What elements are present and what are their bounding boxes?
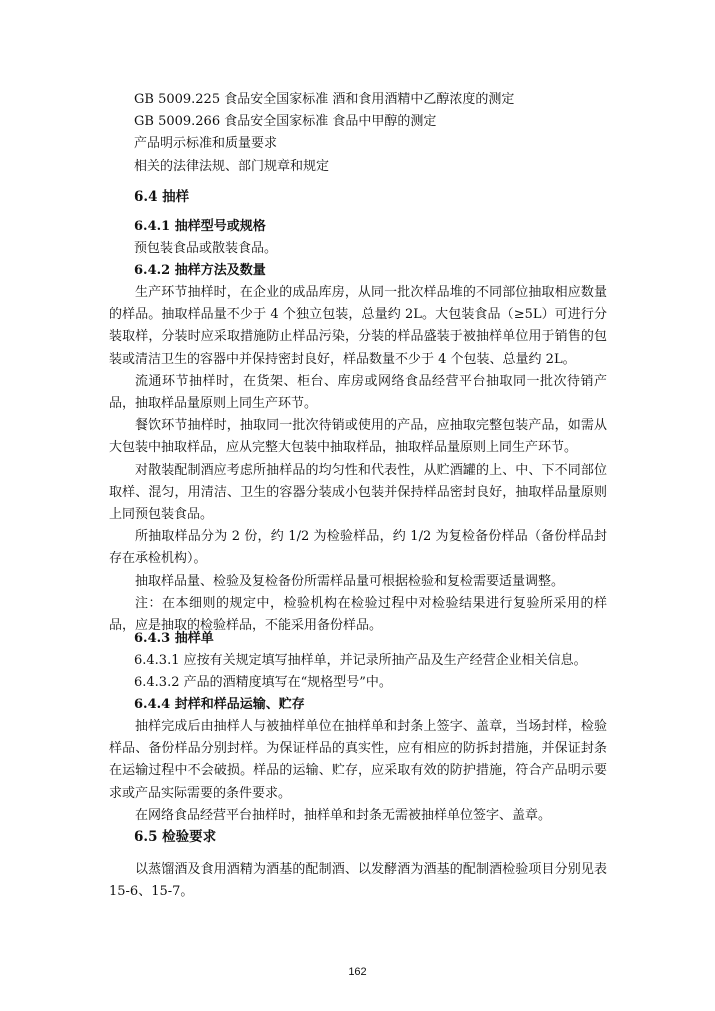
section-6-4-3-heading: 6.4.3 抽样单 — [134, 631, 214, 646]
page-number: 162 — [348, 966, 367, 978]
paragraph: 抽取样品量、检验及复检备份所需样品量可根据检验和复检需要适量调整。 — [135, 573, 565, 589]
reference-item: 产品明示标准和质量要求 — [134, 136, 278, 152]
paragraph: 流通环节抽样时，在货架、柜台、库房或网络食品经营平台抽取同一批次待销产品，抽取样品量原则上同生产环节。 — [109, 373, 607, 412]
section-6-4-4-heading: 6.4.4 封样和样品运输、贮存 — [134, 697, 305, 712]
paragraph: 抽样完成后由抽样人与被抽样单位在抽样单和封条上签字、盖章，当场封样，检验样品、备份样品分别封样。为保证样品的真实性，应有相应的防拆封措施，并保证封条在运输过程中不会破损。样品的运输、贮存，应采取有效的防护措施，符合产品明示要求或产品实际需要的条件要求。 — [109, 719, 607, 801]
section-6-4-3-1-item: 6.4.3.1 应按有关规定填写抽样单，并记录所抽产品及生产经营企业相关信息。 — [134, 653, 587, 668]
section-6-4-1-text: 预包装食品或散装食品。 — [134, 241, 278, 256]
section-6-4-3-2-item: 6.4.3.2 产品的酒精度填写在“规格型号”中。 — [134, 675, 392, 690]
paragraph: 餐饮环节抽样时，抽取同一批次待销或使用的产品，应抽取完整包装产品，如需从大包装中抽取样品，应从完整大包装中抽取样品，抽取样品量原则上同生产环节。 — [109, 418, 607, 456]
paragraph: 所抽取样品分为 2 份，约 1/2 为检验样品，约 1/2 为复检备份样品（备份样品封存在承检机构）。 — [109, 529, 607, 567]
reference-item: GB 5009.225 食品安全国家标准 酒和食用酒精中乙醇浓度的测定 — [134, 92, 515, 107]
reference-item: 相关的法律法规、部门规章和规定 — [134, 158, 330, 174]
section-6-4-2-body — [0, 282, 607, 637]
paragraph: 以蒸馏酒及食用酒精为酒基的配制酒、以发酵酒为酒基的配制酒检验项目分别见表 15-6、15-7。 — [109, 862, 607, 900]
section-6-4-2-heading: 6.4.2 抽样方法及数量 — [134, 263, 266, 278]
reference-list — [0, 89, 715, 178]
section-6-5-body — [0, 859, 607, 903]
paragraph: 生产环节抽样时，在企业的成品库房，从同一批次样品堆的不同部位抽取相应数量的样品。抽取样品量不少于 4 个独立包装，总量约 2L。大包装食品（≥5L）可进行分装取样，分装时应采取措施防止样品污染，分装的样品盛装于被抽样单位用于销售的包装或清洁卫生的容器中并保持密封良好，样品数量不少于 4 个包装、总量约 2L。 — [109, 285, 607, 367]
note-paragraph: 注：在本细则的规定中，检验机构在检验过程中对检验结果进行复验所采用的样品，应是抽取的检验样品，不能采用备份样品。 — [109, 595, 607, 634]
section-6-4-heading: 6.4 抽样 — [134, 189, 190, 205]
section-6-4-1-heading: 6.4.1 抽样型号或规格 — [134, 219, 266, 234]
section-6-5-heading: 6.5 检验要求 — [134, 829, 217, 845]
paragraph: 在网络食品经营平台抽样时，抽样单和封条无需被抽样单位签字、盖章。 — [135, 807, 552, 823]
section-6-4-4-body — [0, 716, 607, 827]
reference-item: GB 5009.266 食品安全国家标准 食品中甲醇的测定 — [134, 114, 437, 130]
paragraph: 对散装配制酒应考虑所抽样品的均匀性和代表性，从贮酒罐的上、中、下不同部位取样、混匀，用清洁、卫生的容器分装成小包装并保持样品密封良好，抽取样品量原则上同预包装食品。 — [109, 462, 607, 523]
